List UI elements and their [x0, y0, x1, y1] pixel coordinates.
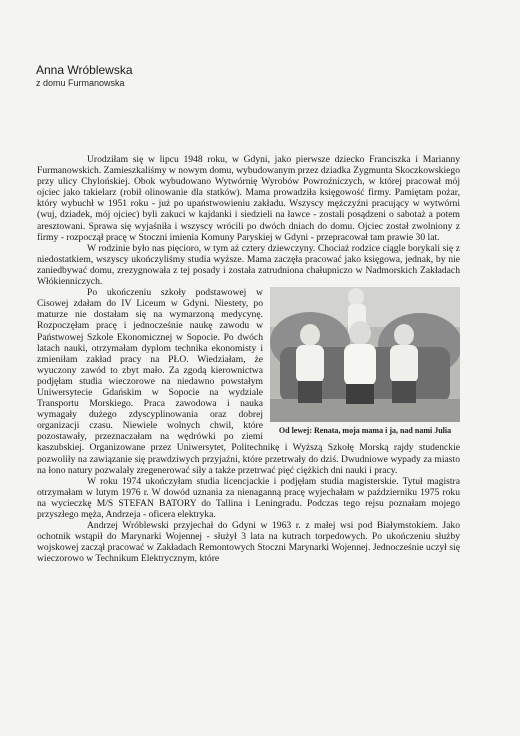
paragraph: Po ukończeniu szkoły podstawowej w Cisowej zdałam do IV Liceum w Gdyni. Niestety, po maturze nie dostałam się na wymarzoną medycynę. Rozpoczęłam pracę i jednocześnie naukę zawodu w Państwowej Szkole Ekonomicznej w Sopocie. Po dwóch latach nauki, otrzymałam dyplom technika ekonomisty i zmieniłam zakład pracy na PŁO. Wiedziałam, że wyuczony zawód to zbyt mało. Za zgodą kierownictwa podjęłam studia wieczorowe na niedawno powstałym Uniwersytecie Gdańskim w Sopocie na wydziale Transportu Morskiego. Praca zawodowa i nauka wymagały dużego zdyscyplinowania oraz dobrej organizacji czasu. Niewiele wolnych chwil, które pozostawały, przeznaczałam na wędrówki po ziemi kaszubskiej. Organizowane przez Uniwersytet, Politechnikę i Wyższą Szkołę Morską rajdy studenckie pozwoliły na zawiązanie się prawdziwych przyjaźni, które przetrwały do dziś. Dwudniowe wypady za miasto na łono natury pozwalały zregenerować siły a także przetrwać pięć ciężkich dni nauki i pracy. [37, 287, 460, 476]
author-name: Anna Wróblewska [36, 63, 133, 77]
author-subtitle: z domu Furmanowska [36, 78, 125, 88]
article-body [37, 154, 460, 564]
paragraph: W roku 1974 ukończyłam studia licencjackie i podjęłam studia magisterskie. Tytuł magistra otrzymałam w lutym 1976 r. W dowód uznania za nienaganną pracę wyjechałam w październiku 1975 roku na wycieczkę M/S STEFAN BATORY do Tallina i Leningradu. Podczas tego rejsu poznałam mojego przyszłego męża, Andrzeja - oficera elektryka. [37, 475, 460, 520]
family-photo-image [270, 287, 460, 422]
paragraph: Andrzej Wróblewski przyjechał do Gdyni w 1963 r. z małej wsi pod Białymstokiem. Jako ochotnik wstąpił do Marynarki Wojennej - służył 3 lata na kutrach torpedowych. Po ukończeniu służby wojskowej zaczął pracować w Zakładach Remontowych Stoczni Marynarki Wojennej. Jednocześnie uczył się wieczorowo w Technikum Elektrycznym, które [37, 520, 460, 565]
paragraph: Urodziłam się w lipcu 1948 roku, w Gdyni, jako pierwsze dziecko Franciszka i Marianny Furmanowskich. Zamieszkaliśmy w nowym domu, wybudowanym przez dziadka Zygmunta Skoczkowskiego przy ulicy Chylońskiej. Obok wybudowano Wytwórnię Wyrobów Powroźniczych, w której pracował mój ojciec jako takielarz (robił olinowanie dla statków). Mama prowadziła księgowość firmy. Pamiętam pożar, który wybuchł w 1951 roku - już po upaństwowieniu zakładu. Wszyscy mężczyźni pracujący w wytwórni (wuj, dziadek, mój ojciec) byli zakuci w kajdanki i siedzieli na ławce - zostali posądzeni o sabotaż a potem aresztowani. Sprawa się wyjaśniła i wszyscy wrócili po dwóch dniach do domu. Ojciec został zwolniony z firmy - rozpoczął pracę w Stoczni imienia Komuny Paryskiej w Gdyni - przepracował tam prawie 30 lat. [37, 154, 460, 243]
photo-figure [270, 287, 460, 436]
paragraph: W rodzinie było nas pięcioro, w tym aż cztery dziewczyny. Chociaż rodzice ciągle borykali się z niedostatkiem, wszyscy ukończyliśmy studia wyższe. Mama zaczęła pracować jako księgowa, jednak, by nie zaniedbywać domu, zrezygnowała z tej posady i została zatrudniona chałupniczo w Nadmorskich Zakładach Włókienniczych. [37, 242, 460, 288]
family-photo [270, 287, 460, 422]
photo-caption: Od lewej: Renata, moja mama i ja, nad nami Julia [278, 426, 452, 436]
